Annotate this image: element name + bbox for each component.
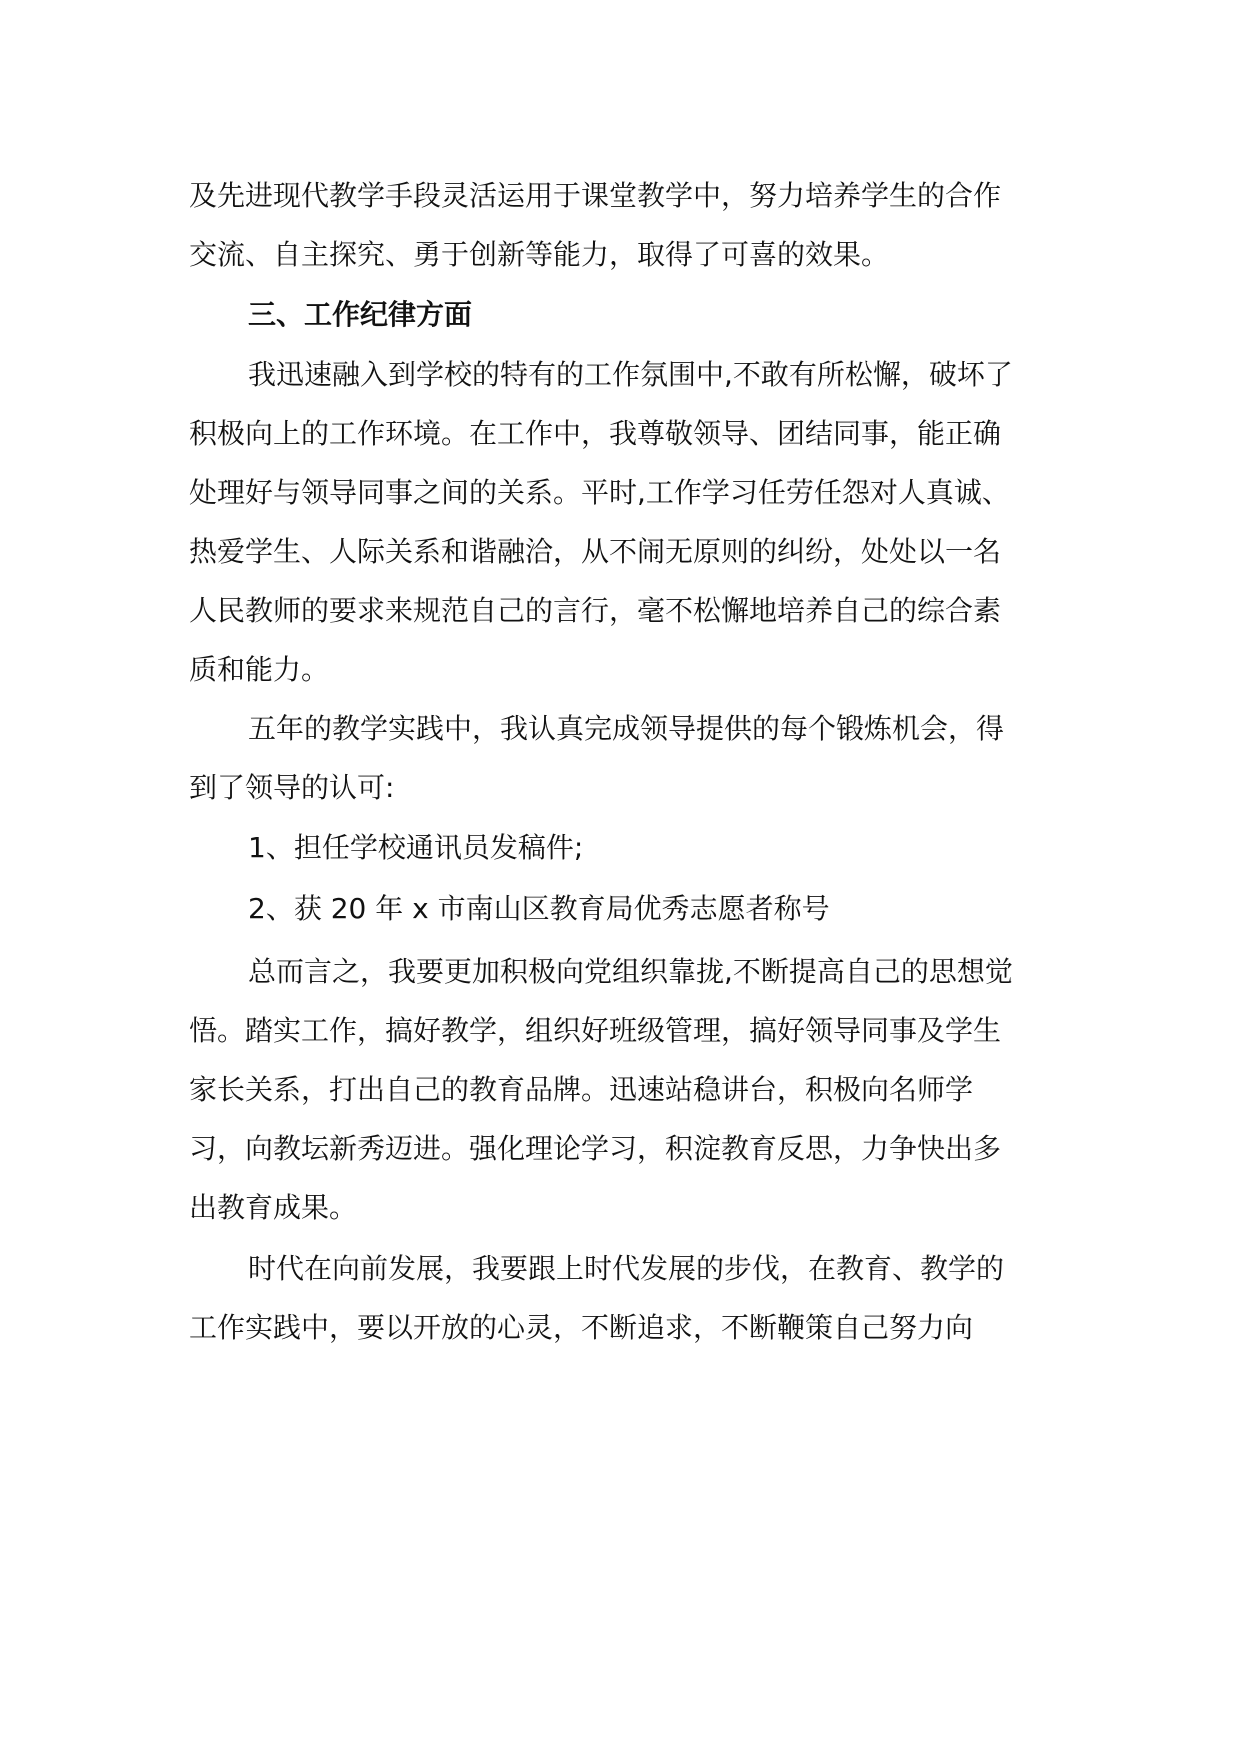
paragraph-line: 积极向上的工作环境。在工作中，我尊敬领导、团结同事，能正确 [189, 417, 1002, 450]
paragraph-line: 工作实践中，要以开放的心灵，不断追求，不断鞭策自己努力向 [189, 1311, 974, 1344]
paragraph-line: 悟。踏实工作，搞好教学，组织好班级管理，搞好领导同事及学生 [189, 1014, 1002, 1047]
paragraph-line: 习，向教坛新秀迈进。强化理论学习，积淀教育反思，力争快出多 [189, 1132, 1002, 1165]
paragraph-line: 家长关系，打出自己的教育品牌。迅速站稳讲台，积极向名师学 [189, 1073, 974, 1106]
paragraph-line: 五年的教学实践中，我认真完成领导提供的每个锻炼机会，得 [248, 712, 1005, 745]
list-item: 1、担任学校通讯员发稿件; [248, 831, 584, 864]
paragraph-line: 到了领导的认可: [189, 771, 395, 804]
paragraph-line: 人民教师的要求来规范自己的言行，毫不松懈地培养自己的综合素 [189, 594, 1002, 627]
paragraph-line: 热爱学生、人际关系和谐融洽，从不闹无原则的纠纷，处处以一名 [189, 535, 1002, 568]
paragraph-line: 处理好与领导同事之间的关系。平时,工作学习任劳任怨对人真诚、 [189, 476, 1010, 509]
paragraph-line: 我迅速融入到学校的特有的工作氛围中,不敢有所松懈，破坏了 [248, 358, 1013, 391]
paragraph-line: 质和能力。 [189, 653, 330, 686]
paragraph-line: 出教育成果。 [189, 1191, 358, 1224]
paragraph-line: 时代在向前发展，我要跟上时代发展的步伐，在教育、教学的 [248, 1252, 1005, 1285]
paragraph-line: 及先进现代教学手段灵活运用于课堂教学中，努力培养学生的合作 [189, 179, 1002, 212]
paragraph-line: 总而言之，我要更加积极向党组织靠拢,不断提高自己的思想觉 [248, 955, 1013, 988]
section-heading: 三、工作纪律方面 [248, 298, 473, 331]
paragraph-line: 交流、自主探究、勇于创新等能力，取得了可喜的效果。 [189, 238, 890, 271]
list-item: 2、获 20 年 x 市南山区教育局优秀志愿者称号 [248, 892, 830, 925]
